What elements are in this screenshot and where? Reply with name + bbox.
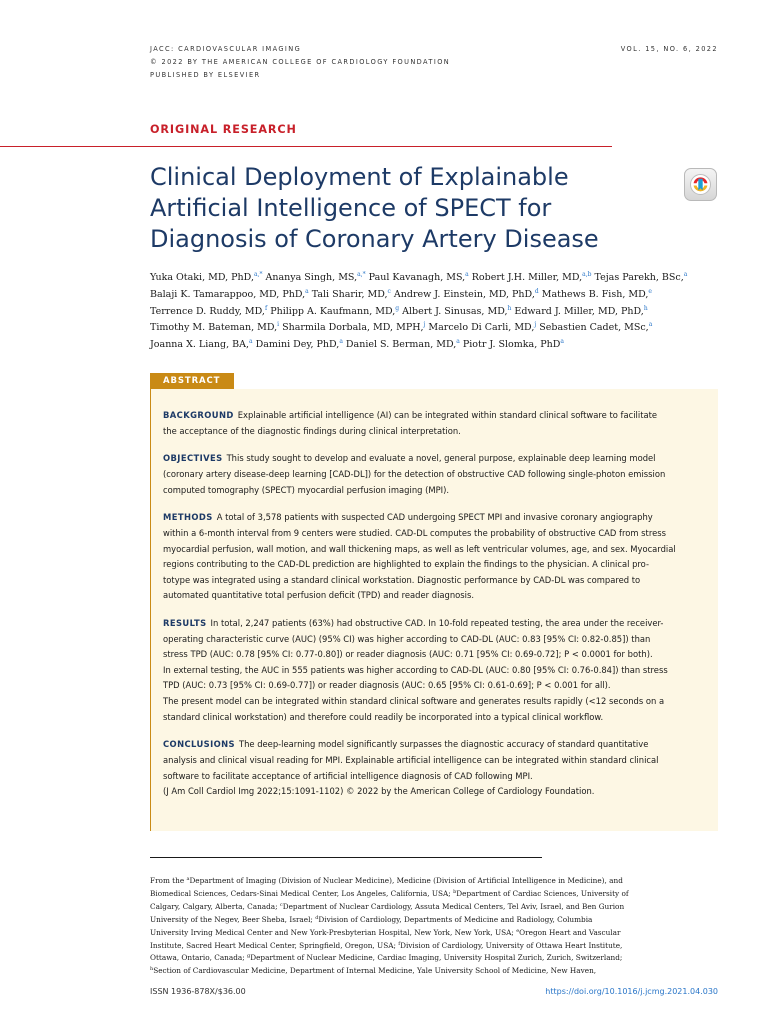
abstract-line <box>163 753 708 769</box>
footnote-line <box>150 940 640 953</box>
footnote-text: Calgary, Calgary, Alberta, Canada; <box>150 901 280 911</box>
abstract-heading: OBJECTIVES <box>163 453 223 464</box>
crossmark-icon <box>685 169 716 200</box>
article-type-rule <box>0 146 612 147</box>
footnote-line <box>150 888 640 901</box>
issn-price: ISSN 1936-878X/$36.00 <box>150 987 246 996</box>
article-title <box>150 162 670 255</box>
publisher-line: PUBLISHED BY ELSEVIER <box>150 71 261 79</box>
abstract-line <box>163 542 708 558</box>
abstract-text: totype was integrated using a standard clinical workstation. Diagnostic performance by CAD-DL was compared to <box>163 574 641 585</box>
abstract-text: myocardial perfusion, wall motion, and wall thickening maps, as well as left ventricular volumes, age, and sex. Myocardial <box>163 543 676 554</box>
author-name: Sharmila Dorbala, MD, MPH, <box>279 322 424 334</box>
footnote-text: Ottawa, Ontario, Canada; <box>150 953 248 963</box>
author-affiliation-marker[interactable]: d <box>534 287 539 295</box>
author-name: Balaji K. Tamarappoo, MD, PhD, <box>150 288 306 300</box>
abstract-line <box>163 526 708 542</box>
abstract-line <box>163 588 708 604</box>
author-name: Sebastien Cadet, MSc, <box>536 322 649 334</box>
abstract-body <box>163 408 708 812</box>
abstract-line <box>163 632 708 648</box>
abstract-text: (J Am Coll Cardiol Img 2022;15:1091-1102) © 2022 by the American College of Cardiology Foundation. <box>163 786 595 797</box>
abstract-text: software to facilitate acceptance of artificial intelligence diagnosis of CAD following MPI. <box>163 770 533 781</box>
affiliation-marker: e <box>516 927 520 934</box>
author-line <box>150 304 720 321</box>
footnote-rule <box>150 857 542 858</box>
author-affiliation-marker[interactable]: a <box>305 287 309 295</box>
abstract-line <box>163 573 708 589</box>
footnote-text: Department of Nuclear Medicine, Cardiac Imaging, University Hospital Zurich, Zurich, Switzerland; <box>250 953 623 963</box>
abstract-line <box>163 424 708 440</box>
affiliation-marker: g <box>247 953 251 960</box>
author-affiliation-marker[interactable]: a <box>560 338 564 346</box>
author-affiliation-marker[interactable]: a <box>683 271 688 278</box>
abstract-line <box>163 557 708 573</box>
abstract-text: standard clinical workstation) and therefore could readily be incorporated into a typical clinical workflow. <box>163 711 604 722</box>
author-name: Edward J. Miller, MD, PhD, <box>511 305 644 317</box>
abstract-text: regions contributing to the CAD-DL prediction are highlighted to explain the findings to the physician. A clinical pro- <box>163 559 649 570</box>
author-name: Paul Kavanagh, MS, <box>365 272 466 283</box>
abstract-line <box>163 616 708 632</box>
affiliation-marker: d <box>315 914 319 921</box>
journal-name: JACC: CARDIOVASCULAR IMAGING <box>150 45 302 53</box>
author-affiliation-marker[interactable]: a <box>339 338 343 346</box>
footnote-text: Biomedical Sciences, Cedars-Sinai Medical Center, Los Angeles, California, USA; <box>150 888 454 898</box>
author-affiliation-marker[interactable]: i <box>277 321 280 329</box>
abstract-text: computed tomography (SPECT) myocardial perfusion imaging (MPI). <box>163 484 450 495</box>
footnote-text: From the <box>150 876 187 885</box>
abstract-text: stress TPD (AUC: 0.78 [95% CI: 0.77-0.80]) or reader diagnosis (AUC: 0.71 [95% CI: 0.69-0.72]; P < 0.0001 for both). <box>163 649 653 660</box>
abstract-text: Explainable artificial intelligence (AI) can be integrated within standard clinical software to facilitate <box>237 410 658 420</box>
abstract-text: In external testing, the AUC in 555 patients was higher according to CAD-DL (AUC: 0.80 [95% CI: 0.76-0.84]) than stress <box>163 664 668 675</box>
abstract-line <box>163 694 708 710</box>
footnote-text: Division of Cardiology, Departments of Medicine and Radiology, Columbia <box>318 914 593 924</box>
author-name: Albert J. Sinusas, MD, <box>399 305 508 317</box>
abstract-line <box>163 678 708 694</box>
abstract-heading: CONCLUSIONS <box>163 739 235 750</box>
author-name: Damini Dey, PhD, <box>252 339 340 351</box>
author-name: Tejas Parekh, BSc, <box>591 272 684 283</box>
abstract-text: This study sought to develop and evaluate a novel, general purpose, explainable deep learning model <box>226 453 656 464</box>
doi-link[interactable]: https://doi.org/10.1016/j.jcmg.2021.04.030 <box>545 987 718 996</box>
abstract-text: within a 6-month interval from 9 centers were studied. CAD-DL computes the probability of obstructive CAD from stress <box>163 527 666 538</box>
author-line <box>150 337 720 354</box>
author-name: Marcelo Di Carli, MD, <box>425 322 535 334</box>
author-affiliation-marker[interactable]: f <box>264 304 268 312</box>
abstract-line <box>163 737 708 753</box>
author-name: Tali Sharir, MD, <box>308 288 388 300</box>
footnote-text: Division of Cardiology, University of Ottawa Heart Institute, <box>400 940 623 950</box>
footnote-text: University of the Negev, Beer Sheba, Israel; <box>150 914 316 924</box>
abstract-section <box>163 616 708 725</box>
abstract-text: A total of 3,578 patients with suspected CAD undergoing SPECT MPI and invasive coronary angiography <box>216 512 653 523</box>
author-list <box>150 270 720 354</box>
abstract-line <box>163 710 708 726</box>
abstract-section <box>163 737 708 799</box>
abstract-text: In total, 2,247 patients (63%) had obstructive CAD. In 10-fold repeated testing, the area under the receiver- <box>210 618 664 629</box>
abstract-text: operating characteristic curve (AUC) (95% CI) was higher according to CAD-DL (AUC: 0.83 [95% CI: 0.82-0.85]) than <box>163 633 651 644</box>
affiliation-marker: a <box>186 876 190 882</box>
author-name: Mathews B. Fish, MD, <box>538 288 649 300</box>
author-line <box>150 320 720 337</box>
author-affiliation-marker[interactable]: a <box>456 338 460 346</box>
footnote-text: Department of Cardiac Sciences, University of <box>456 888 629 898</box>
author-affiliation-marker[interactable]: a,* <box>357 271 366 278</box>
title-line: Diagnosis of Coronary Artery Disease <box>150 225 599 253</box>
affiliations-footnote <box>150 875 640 978</box>
abstract-line <box>163 451 708 467</box>
author-name: Robert J.H. Miller, MD, <box>468 272 583 283</box>
abstract-text: the acceptance of the diagnostic findings during clinical interpretation. <box>163 425 461 436</box>
abstract-text: analysis and clinical visual reading for MPI. Explainable artificial intelligence can be integrated within standard clinical <box>163 755 659 766</box>
affiliation-marker: f <box>398 940 401 947</box>
footnote-line <box>150 965 640 978</box>
abstract-text: The present model can be integrated within standard clinical software and generates results rapidly (<12 seconds on a <box>163 696 665 707</box>
crossmark-badge[interactable] <box>684 168 717 201</box>
author-name: Daniel S. Berman, MD, <box>342 339 457 351</box>
title-line: Artificial Intelligence of SPECT for <box>150 194 552 222</box>
author-affiliation-marker[interactable]: g <box>395 304 400 312</box>
author-line <box>150 287 720 304</box>
abstract-text: (coronary artery disease-deep learning [CAD-DL]) for the detection of obstructive CAD following single-photon emission <box>163 468 666 479</box>
author-name: Joanna X. Liang, BA, <box>150 339 250 351</box>
abstract-section <box>163 451 708 498</box>
article-type-label: ORIGINAL RESEARCH <box>150 123 297 136</box>
affiliation-marker: b <box>453 888 457 895</box>
abstract-text: The deep-learning model significantly surpasses the diagnostic accuracy of standard quantitative <box>238 739 649 750</box>
abstract-text: TPD (AUC: 0.73 [95% CI: 0.69-0.77]) or reader diagnosis (AUC: 0.65 [95% CI: 0.61-0.69]; P < 0.001 for all). <box>163 680 611 691</box>
author-affiliation-marker[interactable]: e <box>648 287 652 295</box>
abstract-line <box>163 784 708 800</box>
abstract-text: automated quantitative total perfusion deficit (TPD) and reader diagnosis. <box>163 590 474 601</box>
footnote-line <box>150 914 640 927</box>
author-name: Timothy M. Bateman, MD, <box>150 322 278 334</box>
abstract-line <box>163 510 708 526</box>
author-affiliation-marker[interactable]: j <box>423 321 426 329</box>
abstract-heading: BACKGROUND <box>163 410 234 420</box>
footnote-text: Section of Cardiovascular Medicine, Department of Internal Medicine, Yale University School of Medicine, New Haven, <box>153 966 597 976</box>
abstract-section <box>163 408 708 439</box>
volume-info: VOL. 15, NO. 6, 2022 <box>620 45 718 53</box>
author-affiliation-marker[interactable]: a <box>465 271 469 278</box>
author-name: Terrence D. Ruddy, MD, <box>150 305 265 317</box>
author-affiliation-marker[interactable]: h <box>643 304 648 312</box>
footnote-text: Department of Imaging (Division of Nuclear Medicine), Medicine (Division of Artificial Intelligence in Medicine), and <box>189 876 623 885</box>
author-name: Philipp A. Kaufmann, MD, <box>267 305 396 317</box>
abstract-heading: METHODS <box>163 512 213 523</box>
footnote-text: Department of Nuclear Cardiology, Assuta Medical Centers, Tel Aviv, Israel, and Ben Gurion <box>282 901 625 911</box>
footnote-line <box>150 875 640 888</box>
footnote-text: Oregon Heart and Vascular <box>519 927 621 937</box>
abstract-line <box>163 408 708 424</box>
footnote-line <box>150 952 640 965</box>
affiliation-marker: c <box>279 901 283 908</box>
abstract-line <box>163 483 708 499</box>
author-name: Yuka Otaki, MD, PhD, <box>150 272 254 283</box>
author-line <box>150 270 720 287</box>
affiliation-marker: h <box>150 966 154 973</box>
title-line: Clinical Deployment of Explainable <box>150 163 569 191</box>
abstract-line <box>163 663 708 679</box>
author-affiliation-marker[interactable]: c <box>387 287 391 295</box>
author-affiliation-marker[interactable]: h <box>507 304 512 312</box>
abstract-heading: RESULTS <box>163 618 207 629</box>
abstract-line <box>163 647 708 663</box>
copyright-line: © 2022 BY THE AMERICAN COLLEGE OF CARDIOLOGY FOUNDATION <box>150 58 451 66</box>
author-affiliation-marker[interactable]: a <box>648 321 653 329</box>
author-affiliation-marker[interactable]: a,b <box>582 271 592 278</box>
author-name: Ananya Singh, MS, <box>262 272 358 283</box>
footnote-line <box>150 927 640 940</box>
author-affiliation-marker[interactable]: a <box>249 338 253 346</box>
abstract-line <box>163 467 708 483</box>
abstract-line <box>163 769 708 785</box>
author-name: Piotr J. Slomka, PhD <box>459 339 561 351</box>
abstract-section <box>163 510 708 604</box>
abstract-label: ABSTRACT <box>150 373 234 389</box>
author-affiliation-marker[interactable]: a,* <box>253 271 263 278</box>
footnote-line <box>150 901 640 914</box>
footnote-text: University Irving Medical Center and New York-Presbyterian Hospital, New York, New York, USA; <box>150 927 517 937</box>
author-name: Andrew J. Einstein, MD, PhD, <box>390 288 535 300</box>
footnote-text: Institute, Sacred Heart Medical Center, Springfield, Oregon, USA; <box>150 940 399 950</box>
author-affiliation-marker[interactable]: j <box>534 321 537 329</box>
